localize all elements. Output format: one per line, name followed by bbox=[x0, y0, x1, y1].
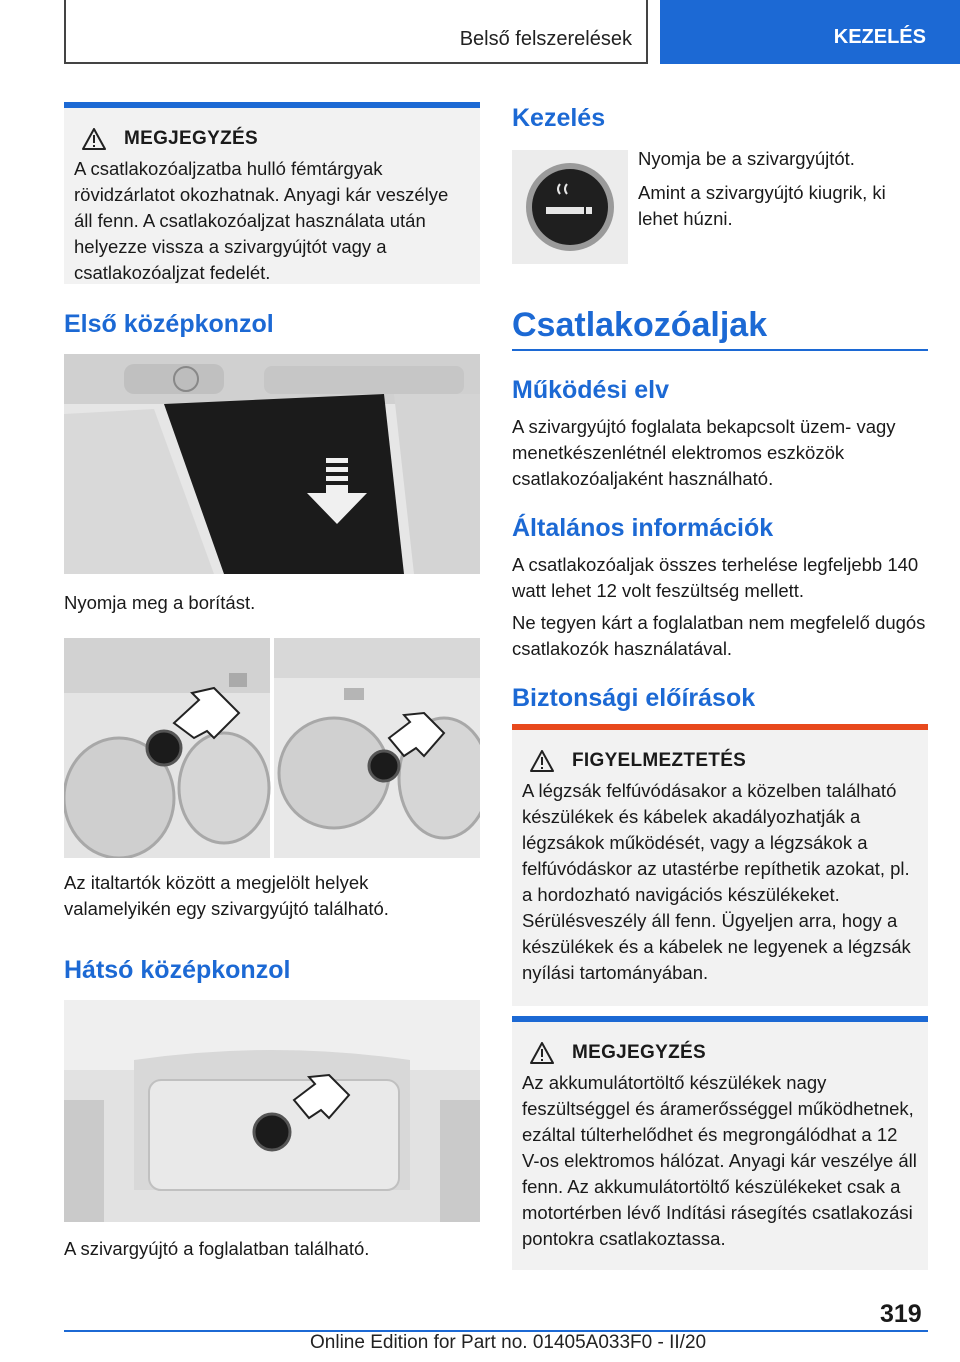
heading-general-info: Általános információk bbox=[512, 514, 774, 542]
warning-triangle-icon bbox=[82, 128, 106, 150]
operation-line1: Nyomja be a szivargyújtót. bbox=[638, 148, 855, 169]
header-section-title: Belső felszerelések bbox=[459, 28, 632, 50]
caption-rear-socket: A szivargyújtó a foglalatban található. bbox=[64, 1238, 370, 1259]
warning-box-airbag bbox=[512, 724, 928, 1006]
caption-press-cover: Nyomja meg a borítást. bbox=[64, 592, 256, 613]
cigarette-lighter-image bbox=[512, 150, 628, 264]
heading-safety: Biztonsági előírások bbox=[512, 684, 756, 712]
heading-front-console: Első középkonzol bbox=[64, 310, 274, 338]
footer-edition: Online Edition for Part no. 01405A033F0 - II/20 bbox=[310, 1332, 707, 1353]
heading-rear-console: Hátsó középkonzol bbox=[64, 956, 291, 984]
warning-triangle-icon bbox=[530, 1042, 554, 1064]
warning-text-1: A légzsák felfúvódásakor a közelben található készülékek és kábelek akadályozhatják a légzsákok működését, vagy a légzsákok a felfúvódáskor az utastérbe repíthetik azokat, pl. a hordozható navigációs készülékeket. bbox=[522, 780, 910, 905]
notice-text: A csatlakozóaljzatba hulló fémtárgyak rövidzárlatot okozhatnak. Anyagi kár veszélye áll fenn. A csatlakozóaljzat használata után helyezze vissza a szivargyújtót vagy a csatlakozóaljzat fedelét. bbox=[74, 158, 449, 283]
general-text-2: Ne tegyen kárt a foglalatban nem megfelelő dugós csatlakozók használatával. bbox=[512, 612, 926, 659]
general-text-1: A csatlakozóaljak összes terhelése legfeljebb 140 watt lehet 12 volt feszültség mellett. bbox=[512, 554, 919, 601]
notice-text: Az akkumulátortöltő készülékek nagy feszültséggel és áramerősséggel működhetnek, ezáltal túlterhelődhet és megrongálódhat a 12 V-os elektromos hálózat. Anyagi kár veszélye áll fenn. Az akkumulátortöltő készülékeket csak a motortérben lévő Indítási rásegítés csatlakozási pontokra csatlakoztassa. bbox=[522, 1072, 917, 1249]
warning-triangle-icon bbox=[530, 750, 554, 772]
heading-principle: Működési elv bbox=[512, 376, 669, 404]
heading-operation: Kezelés bbox=[512, 104, 606, 132]
notice-title: MEGJEGYZÉS bbox=[572, 1042, 706, 1063]
warning-title: FIGYELMEZTETÉS bbox=[572, 750, 747, 771]
rear-console-image bbox=[64, 1000, 480, 1222]
notice-box-socket bbox=[64, 102, 480, 284]
principle-text: A szivargyújtó foglalata bekapcsolt üzem- vagy menetkészenlétnél elektromos eszközök csatlakozóaljaként használható. bbox=[512, 416, 896, 489]
page-number: 319 bbox=[880, 1300, 922, 1328]
heading-sockets: Csatlakozóaljak bbox=[512, 306, 768, 344]
heading-rule bbox=[512, 349, 928, 351]
header-frame bbox=[64, 0, 648, 64]
notice-title: MEGJEGYZÉS bbox=[124, 128, 258, 149]
cupholder-images bbox=[64, 638, 480, 858]
header-chapter-tab[interactable]: KEZELÉS bbox=[660, 0, 960, 64]
caption-cupholders: Az italtartók között a megjelölt helyek valamelyikén egy szivargyújtó található. bbox=[64, 872, 389, 919]
operation-line2: Amint a szivargyújtó kiugrik, ki lehet húzni. bbox=[638, 182, 886, 229]
notice-box-charger bbox=[512, 1016, 928, 1270]
warning-text-2: Sérülésveszély áll fenn. Ügyeljen arra, hogy a készülékek és a kábelek ne legyenek a légzsák nyílási tartományában. bbox=[522, 910, 911, 983]
front-console-cover-image bbox=[64, 354, 480, 574]
